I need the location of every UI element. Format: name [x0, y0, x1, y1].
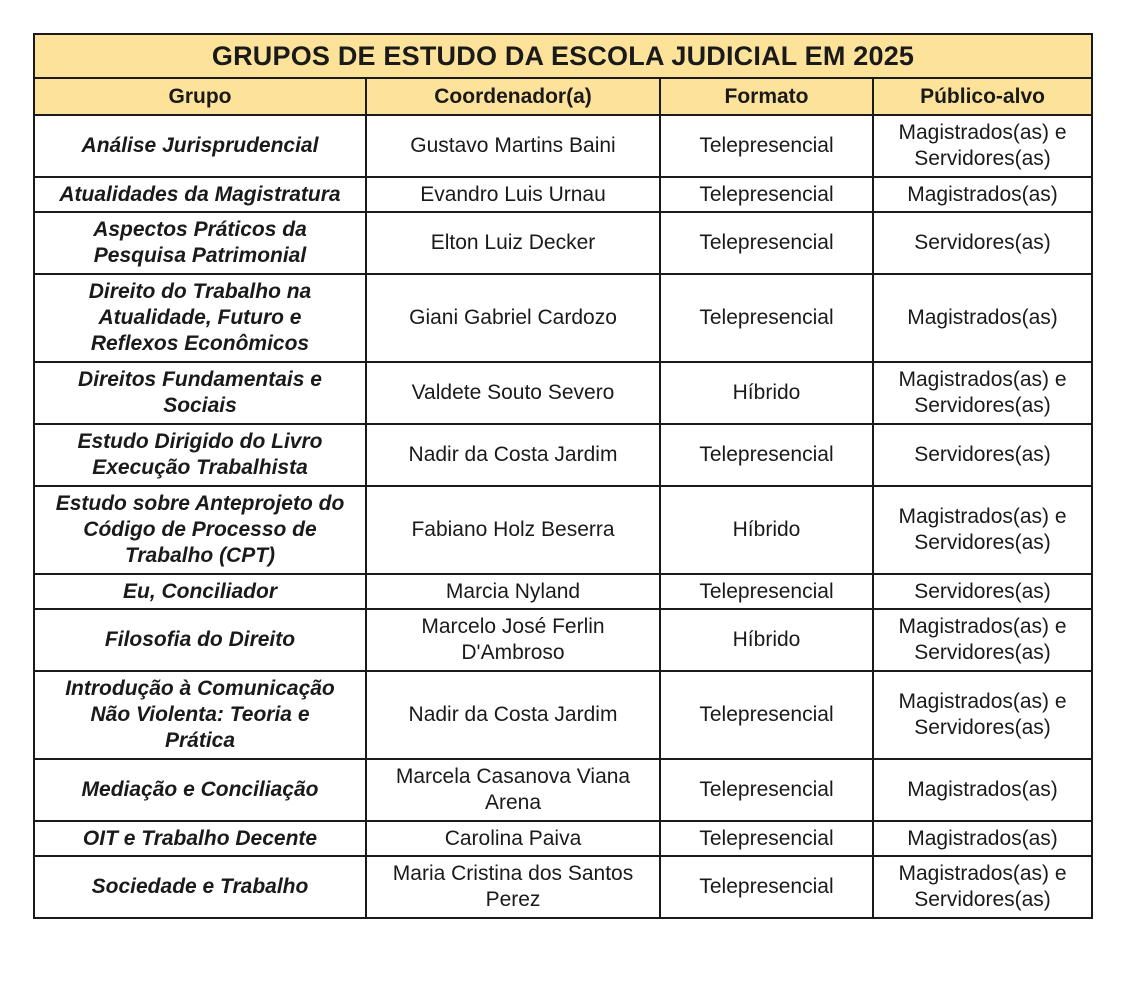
table-row [34, 671, 1092, 759]
cell-coordenador-line: Arena [484, 791, 542, 814]
table-row [34, 574, 1092, 609]
cell-publico-alvo-line: Servidores(as) [914, 579, 1051, 603]
cell-grupo [34, 212, 366, 274]
cell-publico-alvo [873, 274, 1092, 362]
cell-coordenador [366, 274, 660, 362]
cell-formato: Híbrido [660, 486, 873, 574]
cell-grupo-line: Estudo Dirigido do Livro [77, 430, 323, 453]
cell-coordenador-line: Fabiano Holz Beserra [411, 518, 615, 541]
cell-publico-alvo [873, 177, 1092, 212]
cell-grupo [34, 274, 366, 362]
cell-coordenador-line: Maria Cristina dos Santos [392, 862, 634, 885]
cell-grupo-line: Introdução à Comunicação [65, 677, 335, 700]
table-row [34, 115, 1092, 177]
cell-grupo-line: Prática [164, 729, 236, 752]
cell-coordenador [366, 856, 660, 918]
cell-coordenador-line: Carolina Paiva [444, 826, 582, 850]
cell-publico-alvo-line: Servidores(as) [914, 888, 1051, 911]
cell-coordenador-line: Gustavo Martins Baini [410, 134, 616, 157]
cell-grupo [34, 671, 366, 759]
cell-coordenador-line: Marcela Casanova Viana [395, 765, 631, 788]
cell-publico-alvo-line: Magistrados(as) e [898, 690, 1067, 713]
cell-grupo-line: Direitos Fundamentais e [78, 368, 322, 391]
cell-grupo [34, 424, 366, 486]
cell-grupo-line: Sociais [163, 394, 237, 417]
table-row [34, 177, 1092, 212]
cell-publico-alvo [873, 486, 1092, 574]
cell-publico-alvo-line: Magistrados(as) [907, 182, 1058, 206]
cell-publico-alvo [873, 574, 1092, 609]
cell-grupo-line: Pesquisa Patrimonial [93, 244, 307, 267]
cell-grupo [34, 856, 366, 918]
cell-grupo [34, 609, 366, 671]
cell-grupo [34, 362, 366, 424]
cell-grupo-line: Código de Processo de [83, 518, 317, 541]
cell-grupo [34, 115, 366, 177]
cell-publico-alvo-line: Magistrados(as) e [898, 615, 1067, 638]
cell-coordenador-line: Nadir da Costa Jardim [408, 443, 618, 466]
cell-grupo-line: Atualidade, Futuro e [98, 306, 302, 329]
cell-publico-alvo [873, 362, 1092, 424]
cell-coordenador-line: Evandro Luis Urnau [420, 182, 606, 206]
cell-coordenador [366, 671, 660, 759]
cell-formato: Telepresencial [660, 115, 873, 177]
cell-formato: Telepresencial [660, 274, 873, 362]
table-title: GRUPOS DE ESTUDO DA ESCOLA JUDICIAL EM 2025 [34, 34, 1092, 78]
column-header-formato: Formato [660, 78, 873, 115]
cell-grupo [34, 759, 366, 821]
cell-coordenador [366, 424, 660, 486]
cell-coordenador [366, 821, 660, 856]
cell-publico-alvo-line: Servidores(as) [914, 394, 1051, 417]
cell-grupo-line: Filosofia do Direito [104, 628, 296, 651]
cell-formato: Telepresencial [660, 856, 873, 918]
cell-formato: Telepresencial [660, 177, 873, 212]
cell-publico-alvo-line: Magistrados(as) [907, 306, 1058, 329]
cell-grupo-line: Eu, Conciliador [122, 579, 277, 603]
cell-coordenador [366, 609, 660, 671]
cell-grupo [34, 486, 366, 574]
table-row [34, 609, 1092, 671]
cell-publico-alvo-line: Magistrados(as) e [898, 121, 1067, 144]
cell-coordenador [366, 759, 660, 821]
cell-coordenador-line: Elton Luiz Decker [430, 231, 596, 254]
cell-grupo-line: Reflexos Econômicos [90, 332, 310, 355]
column-header-coordenador: Coordenador(a) [366, 78, 660, 115]
cell-grupo-line: Análise Jurisprudencial [81, 134, 319, 157]
table-row [34, 821, 1092, 856]
cell-formato: Telepresencial [660, 212, 873, 274]
cell-coordenador-line: Marcelo José Ferlin [421, 615, 605, 638]
cell-grupo-line: Trabalho (CPT) [124, 544, 276, 567]
cell-publico-alvo-line: Servidores(as) [914, 147, 1051, 170]
cell-formato: Híbrido [660, 362, 873, 424]
cell-coordenador-line: Giani Gabriel Cardozo [409, 306, 617, 329]
cell-grupo-line: Execução Trabalhista [92, 456, 308, 479]
cell-publico-alvo-line: Servidores(as) [914, 641, 1051, 664]
cell-coordenador-line: Nadir da Costa Jardim [408, 703, 618, 726]
cell-grupo [34, 821, 366, 856]
cell-publico-alvo [873, 609, 1092, 671]
cell-publico-alvo-line: Servidores(as) [914, 443, 1051, 466]
cell-publico-alvo [873, 759, 1092, 821]
cell-coordenador-line: Perez [485, 888, 541, 911]
cell-grupo-line: Sociedade e Trabalho [91, 875, 309, 898]
column-header-publico-alvo: Público-alvo [873, 78, 1092, 115]
table-row [34, 274, 1092, 362]
cell-formato: Telepresencial [660, 671, 873, 759]
table-row [34, 856, 1092, 918]
table-body [34, 115, 1092, 918]
study-groups-table [33, 33, 1093, 919]
cell-coordenador [366, 574, 660, 609]
cell-publico-alvo [873, 424, 1092, 486]
cell-formato: Telepresencial [660, 759, 873, 821]
cell-publico-alvo-line: Servidores(as) [914, 716, 1051, 739]
cell-coordenador-line: Marcia Nyland [445, 579, 581, 603]
cell-grupo-line: Não Violenta: Teoria e [90, 703, 310, 726]
table-row [34, 212, 1092, 274]
cell-coordenador [366, 115, 660, 177]
cell-coordenador [366, 177, 660, 212]
column-header-grupo: Grupo [34, 78, 366, 115]
cell-grupo [34, 574, 366, 609]
cell-publico-alvo [873, 821, 1092, 856]
cell-publico-alvo-line: Magistrados(as) e [898, 862, 1067, 885]
cell-formato: Híbrido [660, 609, 873, 671]
cell-publico-alvo-line: Magistrados(as) [907, 778, 1058, 801]
cell-publico-alvo [873, 671, 1092, 759]
cell-grupo-line: Direito do Trabalho na [88, 280, 312, 303]
table-row [34, 424, 1092, 486]
cell-publico-alvo-line: Servidores(as) [914, 531, 1051, 554]
cell-coordenador [366, 212, 660, 274]
table-row [34, 362, 1092, 424]
cell-publico-alvo-line: Magistrados(as) e [898, 505, 1067, 528]
cell-publico-alvo [873, 115, 1092, 177]
cell-formato: Telepresencial [660, 821, 873, 856]
table-row [34, 759, 1092, 821]
cell-coordenador [366, 362, 660, 424]
cell-coordenador-line: Valdete Souto Severo [411, 381, 615, 404]
cell-grupo-line: OIT e Trabalho Decente [82, 826, 318, 850]
cell-grupo-line: Aspectos Práticos da [93, 218, 307, 241]
cell-publico-alvo [873, 212, 1092, 274]
cell-formato: Telepresencial [660, 574, 873, 609]
cell-coordenador-line: D'Ambroso [461, 641, 565, 664]
cell-publico-alvo-line: Magistrados(as) [907, 826, 1058, 850]
study-groups-table-container [33, 33, 1091, 919]
cell-grupo-line: Atualidades da Magistratura [59, 182, 341, 206]
cell-publico-alvo-line: Servidores(as) [914, 231, 1051, 254]
cell-publico-alvo-line: Magistrados(as) e [898, 368, 1067, 391]
cell-grupo-line: Estudo sobre Anteprojeto do [55, 492, 345, 515]
cell-publico-alvo [873, 856, 1092, 918]
cell-grupo-line: Mediação e Conciliação [81, 778, 319, 801]
cell-coordenador [366, 486, 660, 574]
cell-formato: Telepresencial [660, 424, 873, 486]
cell-grupo [34, 177, 366, 212]
table-row [34, 486, 1092, 574]
